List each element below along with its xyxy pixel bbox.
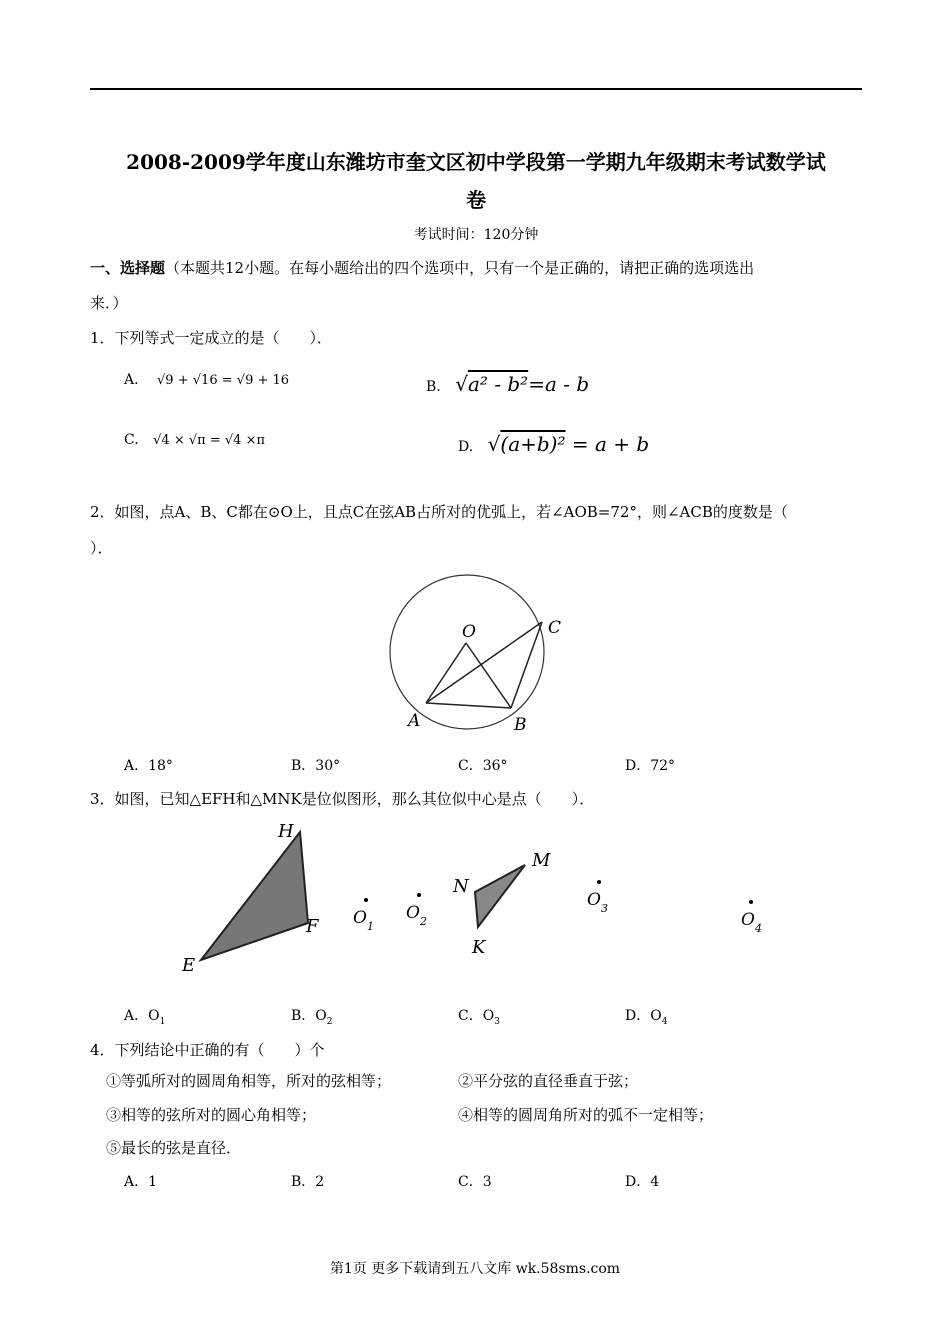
q4-item-5: ⑤最长的弦是直径．	[106, 1139, 242, 1157]
q1-c-op: ×	[173, 433, 185, 448]
q1-b-radicand: a² - b²	[467, 372, 529, 396]
label-k: K	[472, 937, 486, 958]
label-b: B	[514, 715, 527, 735]
label-o1-sub: 1	[367, 920, 374, 933]
q4-item-3: ③相等的弦所对的圆心角相等；	[106, 1106, 317, 1124]
triangle-mnk	[475, 865, 525, 927]
page-title-cont: 卷	[466, 188, 486, 212]
q3-option-c[interactable]: C．$O_3$	[458, 1008, 500, 1027]
section-instruction-cont: 来．）	[90, 294, 128, 312]
section-instruction-text: （本题共12小题。在每小题给出的四个选项中，只有一个是正确的，请把正确的选项选出	[165, 259, 755, 277]
label-a: A	[408, 711, 421, 731]
segment-ob	[466, 643, 511, 708]
label-o2-sub: 2	[420, 915, 427, 928]
q2-stem: 2．如图，点A、B、C都在⊙O上，且点C在弦AB占所对的优弧上，若∠AOB=72°，则∠ACB的度数是（	[90, 503, 788, 521]
segment-bc	[511, 622, 542, 708]
q2-option-a[interactable]: A．18°	[124, 758, 173, 774]
label-o1: O	[353, 908, 367, 928]
q2-option-d[interactable]: D．72°	[625, 758, 676, 774]
q4-option-a[interactable]: A．1	[124, 1174, 158, 1190]
q4-item-1: ①等弧所对的圆周角相等，所对的弦相等；	[106, 1072, 392, 1090]
q1-option-c-label: C.	[124, 432, 139, 448]
segment-ab	[426, 703, 511, 708]
q3-option-a[interactable]: A．$O_1$	[124, 1008, 166, 1027]
q2-stem-cont: ）．	[90, 539, 113, 557]
q3-stem: 3．如图，已知△EFH和△MNK是位似图形，那么其位似中心是点（ ）．	[90, 790, 595, 808]
q1-stem: 1．下列等式一定成立的是（ ）．	[90, 329, 333, 347]
page-footer: 第1页 更多下载请到五八文库 wk.58sms.com	[329, 1261, 621, 1277]
label-o2: O	[406, 903, 420, 923]
segment-ac	[426, 622, 542, 703]
section-instruction	[90, 257, 754, 278]
point-o2	[417, 893, 421, 897]
q1-option-a	[124, 372, 289, 388]
q2-option-b[interactable]: B．30°	[291, 758, 341, 774]
q1-c-term1: √4	[153, 433, 170, 448]
label-o4: O	[741, 910, 755, 930]
q1-option-b: B. √a² - b²=a - b	[426, 372, 590, 396]
segment-oa	[426, 643, 466, 703]
q1-a-eq: =	[221, 373, 233, 388]
point-o3	[597, 880, 601, 884]
label-n: N	[453, 876, 469, 897]
label-c: C	[548, 618, 562, 638]
exam-time: 考试时间：120分钟	[413, 227, 539, 243]
label-f: F	[306, 916, 319, 937]
q1-option-a-label: A.	[124, 372, 139, 388]
q2-circle-figure	[380, 570, 580, 740]
section-heading: 一、选择题	[90, 259, 166, 277]
q4-option-c[interactable]: C．3	[458, 1174, 492, 1190]
q4-item-4: ④相等的圆周角所对的弧不一定相等；	[458, 1106, 714, 1124]
q4-option-b[interactable]: B．2	[291, 1174, 325, 1190]
q1-option-c	[124, 432, 265, 448]
q1-c-term3: √4 ×π	[224, 433, 266, 448]
q3-homothety-figure	[170, 815, 780, 985]
q4-stem: 4．下列结论中正确的有（ ）个	[90, 1041, 325, 1059]
label-o3: O	[587, 890, 601, 910]
q1-a-term1: √9	[157, 373, 174, 388]
q1-option-d-label: D.	[458, 439, 474, 455]
triangle-efh	[201, 832, 308, 960]
q4-item-2: ②平分弦的直径垂直于弦；	[458, 1072, 639, 1090]
q1-option-b-label: B.	[426, 379, 441, 395]
q1-c-term2: √π	[188, 433, 206, 448]
page-title: 2008-2009学年度山东潍坊市奎文区初中学段第一学期九年级期末考试数学试	[126, 150, 826, 174]
q1-d-radicand: (a+b)²	[500, 432, 566, 456]
q4-option-d[interactable]: D．4	[625, 1174, 660, 1190]
point-o1	[364, 898, 368, 902]
q1-c-eq: =	[209, 433, 221, 448]
label-o: O	[462, 622, 476, 642]
q1-b-rhs: =a - b	[528, 372, 590, 396]
label-h: H	[278, 821, 294, 842]
header-rule	[90, 88, 862, 90]
q1-a-term3: √9 + 16	[236, 373, 290, 388]
label-o3-sub: 3	[601, 902, 608, 915]
q3-option-b[interactable]: B．$O_2$	[291, 1008, 333, 1027]
label-e: E	[182, 955, 196, 976]
q1-a-op1: +	[177, 373, 189, 388]
label-o4-sub: 4	[755, 922, 762, 935]
q3-option-d[interactable]: D．$O_4$	[625, 1008, 668, 1027]
q2-option-c[interactable]: C．36°	[458, 758, 508, 774]
label-m: M	[532, 850, 551, 871]
q1-a-term2: √16	[192, 373, 218, 388]
q1-d-rhs: = a + b	[571, 432, 650, 456]
point-o4	[749, 900, 753, 904]
q1-option-d: D. √(a+b)² = a + b	[458, 432, 650, 456]
